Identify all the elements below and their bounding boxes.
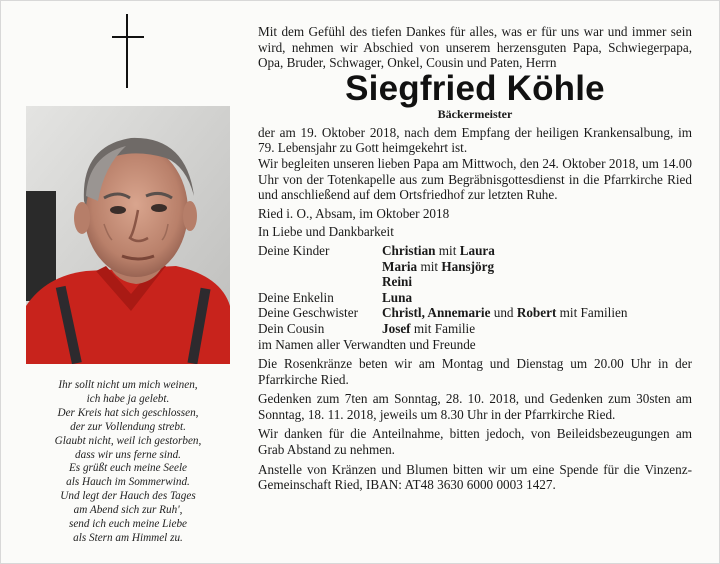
death-paragraph: der am 19. Oktober 2018, nach dem Empfang der heiligen Krankensalbung, im 79. Lebensjahr zu Gott heimgekehrt ist.	[258, 124, 692, 156]
memorial-paragraph: Gedenken zum 7ten am Sonntag, 28. 10. 2018, und Gedenken zum 30sten am Sonntag, 18. 11. 2018, jeweils um 8.30 Uhr in der Pfarrkirche Ried.	[258, 391, 692, 422]
poem-line: der zur Vollendung strebt.	[70, 420, 186, 433]
family-member: Laura	[459, 242, 495, 258]
family-connector: mit	[438, 242, 457, 258]
condolences-paragraph: Wir danken für die Anteilnahme, bitten jedoch, von Beileidsbezeugungen am Grab Abstand zu nehmen.	[258, 426, 692, 458]
family-row-cousin	[258, 321, 692, 337]
family-member: Josef	[382, 320, 411, 336]
family-connector: mit	[420, 258, 439, 274]
poem-line: dass wir uns ferne sind.	[75, 448, 181, 461]
poem-line: Ihr sollt nicht um mich weinen,	[58, 379, 198, 391]
intro-paragraph: Mit dem Gefühl des tiefen Dankes für alles, was er für uns war und immer sein wird, nehmen wir Abschied von unserem herzensguten Papa, Schwiegerpapa, Opa, Bruder, Schwager, Onkel, Cousin und Paten, Herrn	[258, 24, 692, 71]
family-label: Deine Enkelin	[258, 289, 334, 305]
family-label: Deine Geschwister	[258, 305, 358, 321]
family-member: Reini	[382, 274, 413, 290]
family-member: Hansjörg	[441, 258, 495, 274]
place-date: Ried i. O., Absam, im Oktober 2018	[258, 205, 450, 221]
family-row-children-3	[258, 274, 692, 290]
love-line: In Liebe und Dankbarkeit	[258, 224, 394, 240]
portrait-photo	[26, 106, 230, 364]
poem-line: Und legt der Hauch des Tages	[60, 490, 196, 503]
family-label: Deine Kinder	[258, 242, 330, 258]
donation-paragraph: Anstelle von Kränzen und Blumen bitten wir um eine Spende für die Vinzenz-Gemeinschaft Ried, IBAN: AT48 3630 6000 0003 1427.	[258, 461, 692, 493]
poem-line: Es grüßt euch meine Seele	[68, 462, 188, 475]
family-row-siblings	[258, 305, 692, 321]
family-member: Christian	[382, 242, 436, 258]
family-connector: mit Familien	[559, 305, 628, 321]
family-member: Christl, Annemarie	[382, 305, 491, 321]
poem-line: als Stern am Himmel zu.	[73, 531, 183, 544]
family-connector: mit Familie	[413, 320, 476, 336]
family-row-grandchildren	[258, 290, 692, 306]
family-member: Robert	[516, 305, 557, 321]
rosary-paragraph: Die Rosenkränze beten wir am Montag und Dienstag um 20.00 Uhr in der Pfarrkirche Ried.	[258, 356, 692, 387]
cross-icon	[112, 14, 144, 88]
family-row-children	[258, 243, 692, 259]
poem-line: Der Kreis hat sich geschlossen,	[57, 406, 199, 419]
family-label: Dein Cousin	[258, 320, 325, 336]
poem-line: ich habe ja gelebt.	[86, 392, 170, 405]
deceased-occupation: Bäckermeister	[437, 106, 513, 121]
family-member: Luna	[382, 289, 413, 305]
relatives-line: im Namen aller Verwandten und Freunde	[258, 336, 476, 352]
family-list	[258, 243, 692, 352]
family-row-children-2	[258, 259, 692, 275]
notice-text-column	[258, 24, 692, 493]
poem-line: am Abend sich zur Ruh',	[73, 504, 183, 517]
poem-line: als Hauch im Sommerwind.	[66, 476, 190, 489]
family-member: Maria	[382, 258, 418, 274]
poem-line: Glaubt nicht, weil ich gestorben,	[54, 434, 202, 447]
memorial-poem	[22, 379, 234, 546]
family-connector: und	[493, 305, 514, 321]
poem-line: send ich euch meine Liebe	[68, 518, 188, 531]
funeral-paragraph: Wir begleiten unseren lieben Papa am Mittwoch, den 24. Oktober 2018, um 14.00 Uhr von der Totenkapelle aus zum Begräbnisgottesdienst in die Pfarrkirche Ried und anschließend auf dem Ortsfriedhof zur letzten Ruhe.	[258, 155, 692, 203]
deceased-name: Siegfried Köhle	[345, 68, 605, 108]
